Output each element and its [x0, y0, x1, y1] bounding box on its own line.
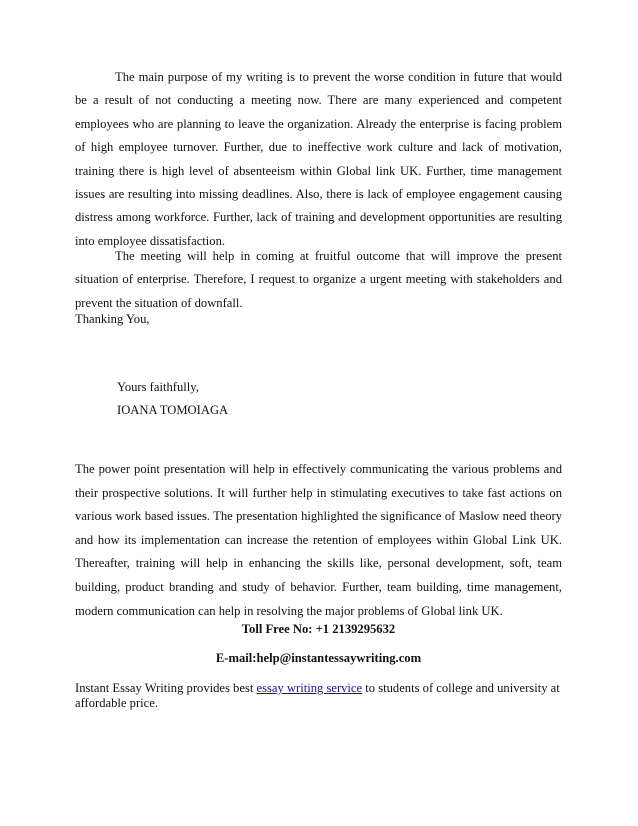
- signature-name: IOANA TOMOIAGA: [117, 403, 229, 417]
- footer-text-before: Instant Essay Writing provides best: [75, 681, 257, 695]
- letter-paragraph-1: The main purpose of my writing is to prevent the worse condition in future that would be a result of not conducting a meeting now. There are many experienced and competent employees who are planning to leave the organization. Already the enterprise is facing problem of high employee turnover. Further, due to ineffective work culture and lack of motivation, training there is high level of absenteeism within Global link UK. Further, time management issues are resulting into missing deadlines. Also, there is lack of employee engagement causing distress among workforce. Further, lack of training and development opportunities are resulting into employee dissatisfaction.: [75, 70, 562, 248]
- toll-free-number: Toll Free No: +1 2139295632: [241, 622, 396, 636]
- essay-writing-service-link[interactable]: essay writing service: [256, 681, 363, 695]
- closing-line: Yours faithfully,: [117, 380, 199, 394]
- presentation-paragraph: The power point presentation will help in effectively communicating the various problems and their prospective solutions. It will further help in stimulating executives to take fast actions on various work based issues. The presentation highlighted the significance of Maslow need theory and how its implementation can increase the retention of employees within Global Link UK. Thereafter, training will help in enhancing the skills like, personal development, soft, team building, product branding and study of behavior. Further, team building, time management, modern communication can help in resolving the major problems of Global link UK.: [75, 462, 562, 618]
- thanks-line: Thanking You,: [75, 312, 150, 326]
- footer-promo: [75, 681, 562, 710]
- letter-paragraph-2: The meeting will help in coming at fruitful outcome that will improve the present situation of enterprise. Therefore, I request to organize a urgent meeting with stakeholders and prevent the situation of downfall.: [75, 249, 562, 310]
- contact-email: E-mail:help@instantessaywriting.com: [215, 651, 422, 665]
- footer-text-after: to students of college and university at affordable price.: [75, 681, 560, 710]
